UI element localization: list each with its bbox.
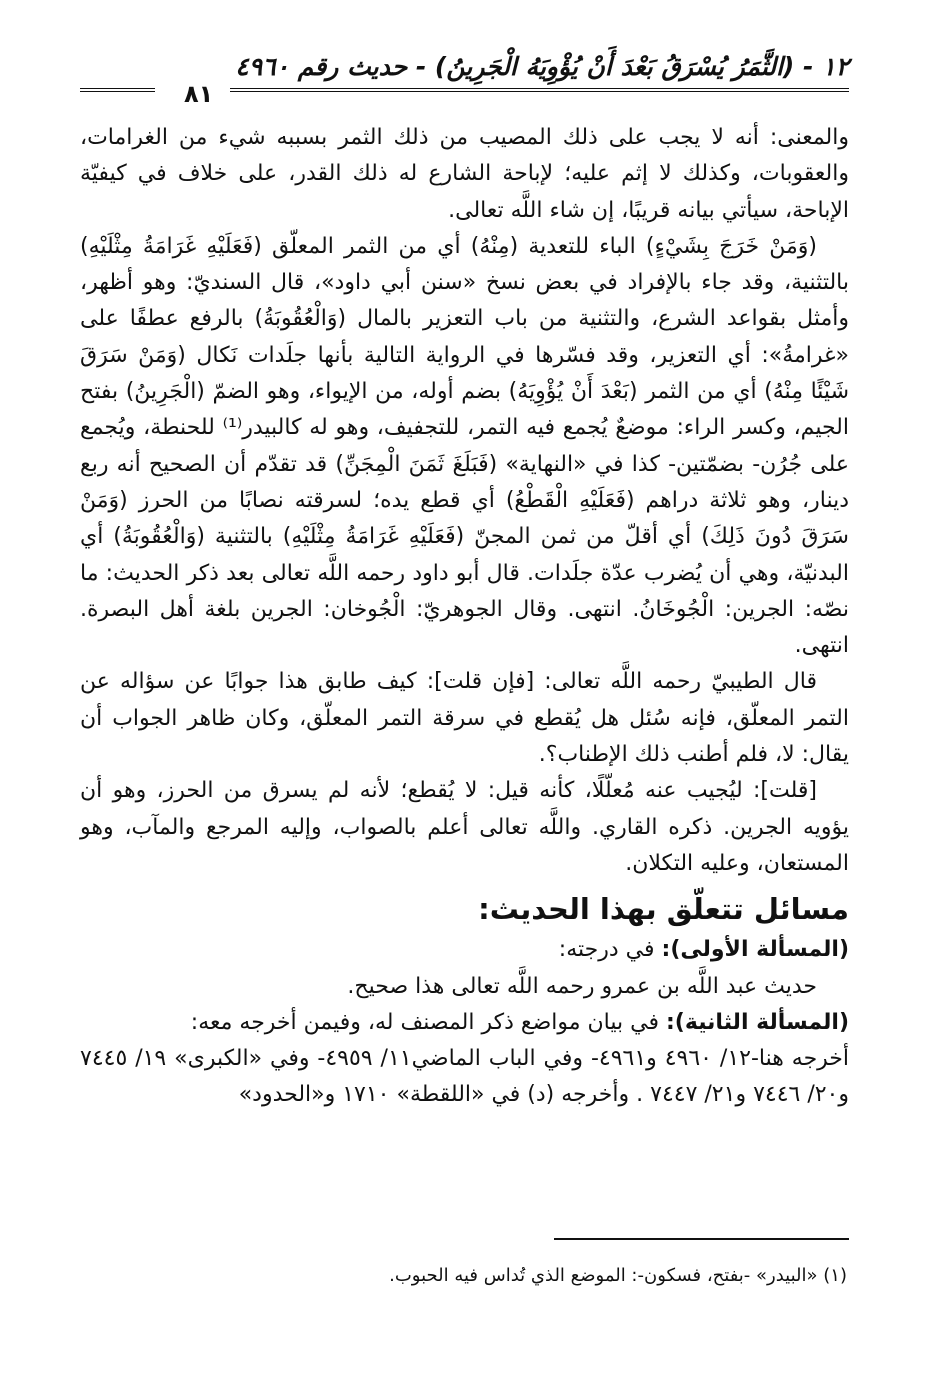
paragraph-tibi: قال الطيبيّ رحمه اللَّه تعالى: [فإن قلت]: كيف طابق هذا جوابًا عن سؤاله عن التمر المعلّق، فإنه سُئل هل يُقطع في سرقة التمر المعلّق، وكان ظاهر الجواب أن يقال: لا، فلم أطنب ذلك الإطناب؟. xyxy=(80,669,849,768)
running-title: ١٢ - (الثَّمَرُ يُسْرَقُ بَعْدَ أَنْ يُؤْوِيَهُ الْجَرِينُ) - حديث رقم ٤٩٦٠ xyxy=(235,52,849,81)
issue-first-body: حديث عبد اللَّه بن عمرو رحمه اللَّه تعالى هذا صحيح. xyxy=(347,973,817,999)
header-double-rule-short xyxy=(80,88,155,92)
issue-first-title: في درجته: xyxy=(558,937,655,963)
header-double-rule xyxy=(230,88,849,92)
paragraph-answer: [قلت]: ليُجيب عنه مُعلّلًا، كأنه قيل: لا يُقطع؛ لأنه لم يسرق من الحرز، وهو أن يؤويه الجرين. ذكره القاري. واللَّه تعالى أعلم بالصواب، وإليه المرجع والمآب، وهو المستعان، وعليه التكلان. xyxy=(80,778,849,876)
paragraph-commentary: (وَمَنْ خَرَجَ بِشَيْءٍ) الباء للتعدية (مِنْهُ) أي من الثمر المعلّق (فَعَلَيْهِ غَرَامَةُ مِثْلَيْهِ) بالتثنية، وقد جاء بالإفراد في بعض نسخ «سنن أبي داود»، قال السنديّ: وهو أظهر، وأمثل بقواعد الشرع، والتثنية من باب التعزير بالمال (وَالْعُقُوبَةُ) بالرفع عطفًا على «غرامةُ»: أي التعزير، وقد فسّرها في الرواية التالية بأنها جلَدات نَكال (وَمَنْ سَرَقَ شَيْئًا مِنْهُ) أي من الثمر (بَعْدَ أَنْ يُؤْوِيَهُ) بضم أوله، من الإيواء، وهو الضمّ (الْجَرِينُ) بفتح الجيم، وكسر الراء: موضعٌ يُجمع فيه التمر، للتجفيف، وهو له كالبيدر⁽¹⁾ للحنطة، ويُجمع على جُرُن- بضمّتين- كذا في «النهاية» (فَبَلَغَ ثَمَنَ الْمِجَنِّ) قد تقدّم أن الصحيح أنه ربع دينار، وهو ثلاثة دراهم (فَعَلَيْهِ الْقَطْعُ) أي قطع يده؛ لسرقته نصابًا من الحرز (وَمَنْ سَرَقَ دُونَ ذَلِكَ) أي أقلّ من ثمن المجنّ (فَعَلَيْهِ غَرَامَةُ مِثْلَيْهِ) بالتثنية (وَالْعُقُوبَةُ) أي البدنيّة، وهي أن يُضرب عدّة جلَدات. قال أبو داود رحمه اللَّه تعالى بعد ذكر الحديث: ما نصّه: الجرين: الْجُوخَانُ. انتهى. وقال الجوهريّ: الْجُوخان: الجرين بلغة أهل البصرة. انتهى. xyxy=(80,233,849,659)
section-heading: مسائل تتعلّق بهذا الحديث: xyxy=(478,892,849,927)
page-number: ٨١ xyxy=(178,82,219,106)
issue-first xyxy=(80,932,849,968)
issue-second-label: (المسألة الثانية): xyxy=(666,1009,849,1035)
issue-second-body: أخرجه هنا-١٢/ ٤٩٦٠ و٤٩٦١- وفي الباب الماضي١١/ ٤٩٥٩- وفي «الكبرى» ١٩/ ٧٤٤٥ و٢٠/ ٧٤٤٦ و٢١/ ٧٤٤٧ . وأخرجه (د) في «اللقطة» ١٧١٠ و«الحدود» xyxy=(80,1046,850,1108)
main-text xyxy=(80,120,849,1114)
running-header xyxy=(80,52,849,108)
footnote-separator xyxy=(554,1238,849,1240)
issue-second-title: في بيان مواضع ذكر المصنف له، وفيمن أخرجه معه: xyxy=(190,1009,659,1035)
footnote: (١) «البيدر» -بفتح، فسكون-: الموضع الذي تُداس فيه الحبوب. xyxy=(389,1265,847,1286)
paragraph-meaning: والمعنى: أنه لا يجب على ذلك المصيب من ذلك الثمر بسببه شيء من الغرامات، والعقوبات، وكذلك لا إثم عليه؛ لإباحة الشارع له ذلك القدر، على خلاف في كيفيّة الإباحة، سيأتي بيانه قريبًا، إن شاء اللَّه تعالى. xyxy=(80,125,849,223)
issue-first-label: (المسألة الأولى): xyxy=(661,937,849,963)
issue-second xyxy=(80,1005,849,1041)
